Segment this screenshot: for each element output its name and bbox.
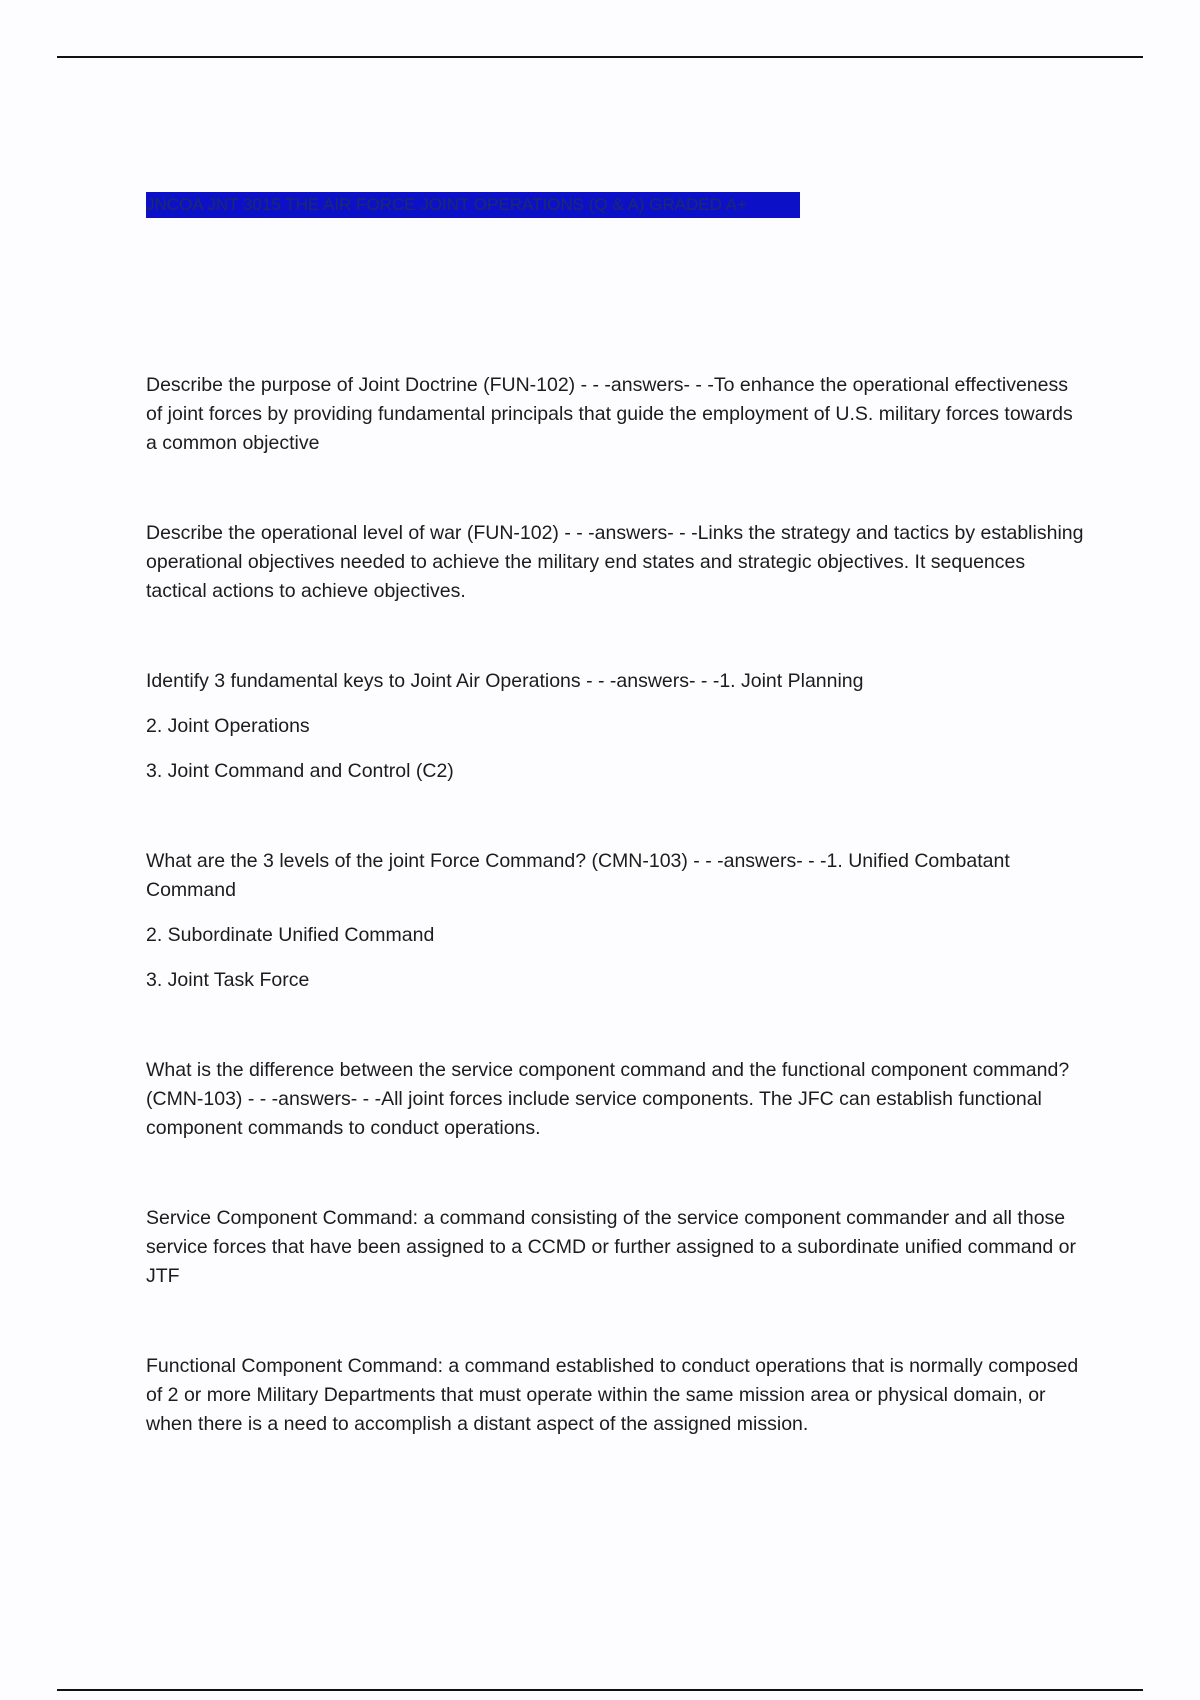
qa-text: Describe the purpose of Joint Doctrine (FUN-102) - - -answers- - -To enhance the operational effectiveness of joint forces by providing fundamental principals that guide the employment of U.S. military forces towards a common objective — [146, 374, 1073, 454]
qa-subitem: 2. Joint Operations — [146, 715, 310, 737]
qa-text: Describe the operational level of war (FUN-102) - - -answers- - -Links the strategy and tactics by establishing operational objectives needed to achieve the military end states and strategic objectives. It sequences tactical actions to achieve objectives. — [146, 522, 1084, 602]
qa-entry — [146, 847, 1086, 995]
qa-entry — [146, 519, 1086, 606]
qa-entry — [146, 1204, 1086, 1291]
qa-text: What is the difference between the service component command and the functional component command? (CMN-103) - - -answers- - -All joint forces include service components. The JFC can establish functional component commands to conduct operations. — [146, 1059, 1070, 1139]
qa-subitem: 3. Joint Command and Control (C2) — [146, 760, 454, 782]
qa-text: Identify 3 fundamental keys to Joint Air Operations - - -answers- - -1. Joint Planning — [146, 670, 864, 692]
qa-list — [146, 371, 1086, 1500]
header-rule — [57, 56, 1143, 58]
qa-text: Functional Component Command: a command established to conduct operations that is normally composed of 2 or more Military Departments that must operate within the same mission area or physical domain, or when there is a need to accomplish a distant aspect of the assigned mission. — [146, 1355, 1079, 1435]
qa-text: Service Component Command: a command consisting of the service component commander and all those service forces that have been assigned to a CCMD or further assigned to a subordinate unified command or JTF — [146, 1207, 1077, 1287]
qa-entry — [146, 371, 1086, 458]
qa-entry — [146, 1352, 1086, 1439]
qa-entry — [146, 1056, 1086, 1143]
footer-rule — [57, 1689, 1143, 1691]
qa-entry — [146, 667, 1086, 786]
qa-text: What are the 3 levels of the joint Force Command? (CMN-103) - - -answers- - -1. Unified Combatant Command — [146, 850, 1010, 901]
qa-subitem: 3. Joint Task Force — [146, 969, 310, 991]
qa-subitem: 2. Subordinate Unified Command — [146, 924, 435, 946]
document-title: JNCOA JNT 3015 THE AIR FORCE JOINT OPERATIONS (Q & A) GRADED A+ — [146, 192, 800, 218]
